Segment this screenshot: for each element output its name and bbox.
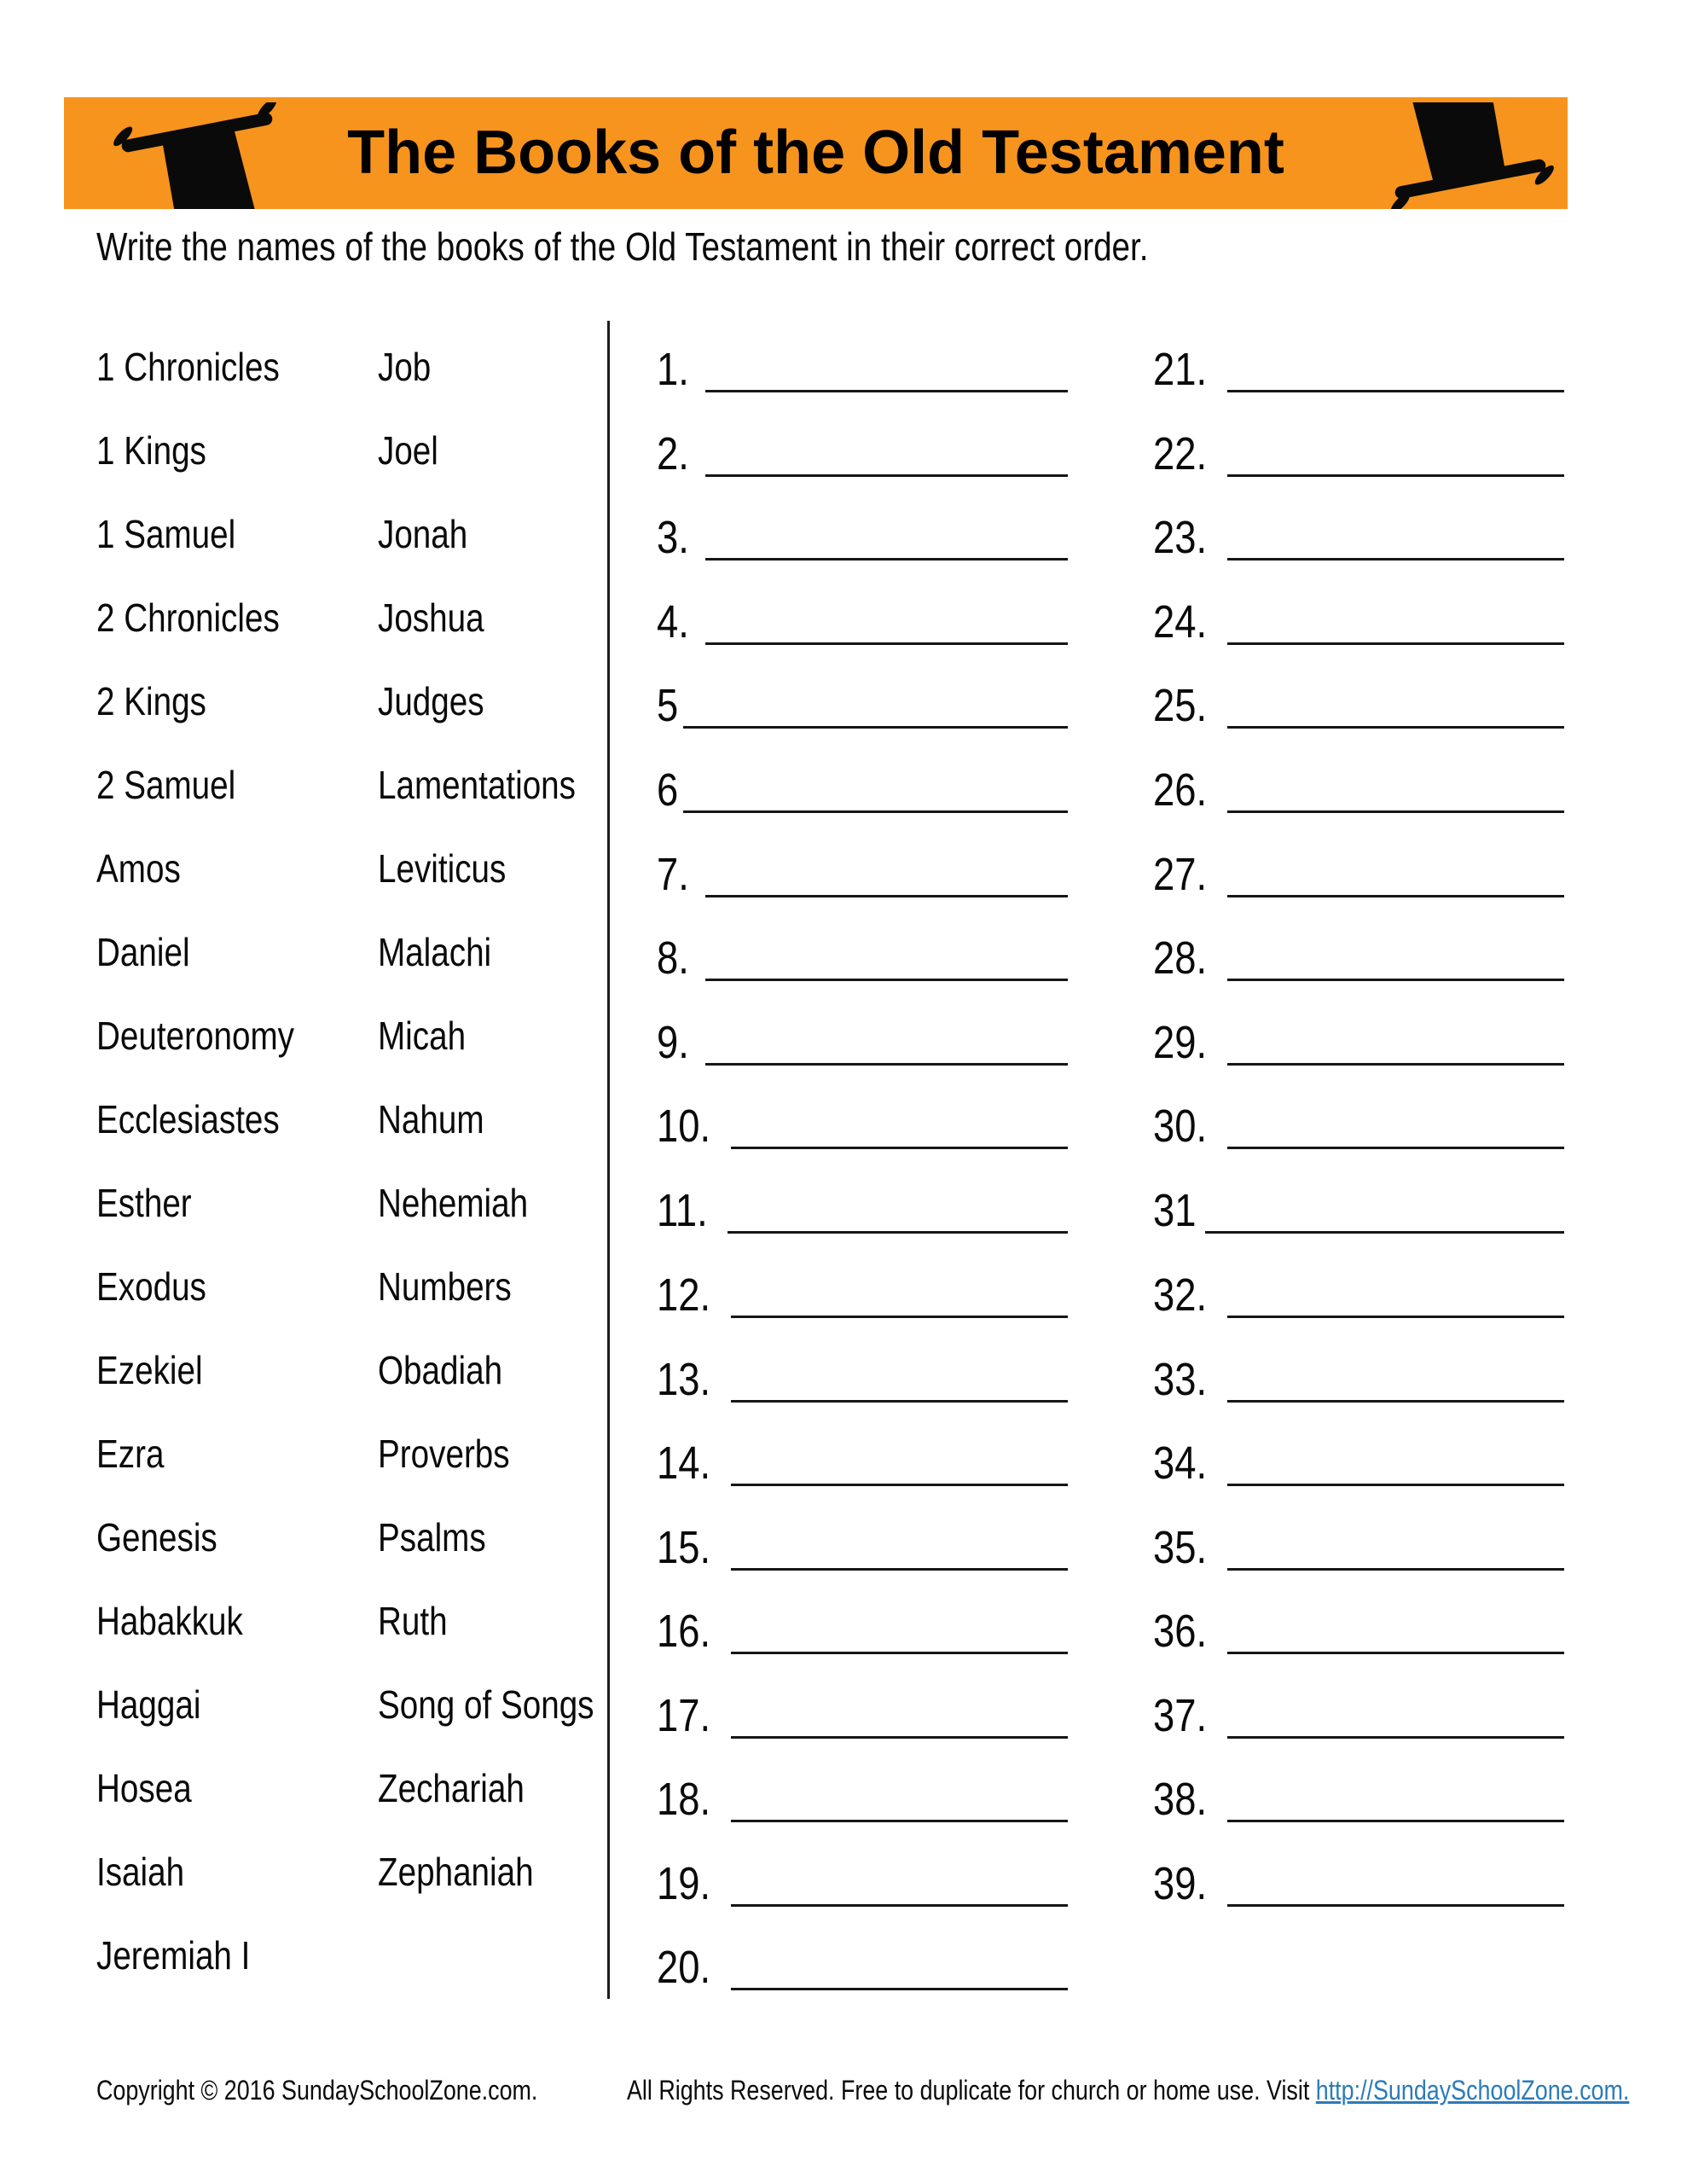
word-bank-item (96, 1579, 332, 1663)
answer-row (657, 1937, 1068, 1993)
answer-row (1153, 845, 1564, 900)
answer-number: 13. (657, 1354, 711, 1405)
answer-number: 34. (1153, 1438, 1208, 1489)
word-bank-item (378, 1412, 635, 1496)
answer-number: 12. (657, 1269, 711, 1321)
word-bank-item (96, 1077, 332, 1161)
answer-number: 2. (657, 428, 689, 479)
book-name: Amos (96, 846, 181, 891)
word-bank-item (96, 659, 332, 743)
book-name: Ruth (378, 1599, 448, 1643)
book-name: Joshua (378, 595, 484, 640)
answer-blank[interactable] (1205, 1223, 1564, 1234)
answer-blank[interactable] (1227, 1728, 1564, 1739)
word-bank-item (378, 1496, 635, 1579)
book-name: 2 Samuel (96, 763, 236, 807)
answer-row (657, 760, 1068, 816)
answer-row (1153, 340, 1564, 395)
answer-row (657, 1350, 1068, 1403)
book-name: Obadiah (378, 1348, 503, 1392)
word-bank-item (378, 1077, 635, 1161)
answer-row (1153, 1686, 1564, 1739)
word-bank-column-2 (378, 325, 635, 1914)
book-name: Zephaniah (378, 1850, 534, 1894)
word-bank-item (378, 1161, 635, 1245)
book-name: Ezekiel (96, 1348, 203, 1392)
book-name: Joel (378, 428, 438, 473)
answer-row (657, 928, 1068, 984)
answer-number: 39. (1153, 1858, 1208, 1909)
answer-number: 26. (1153, 764, 1208, 816)
answer-row (657, 592, 1068, 648)
word-bank-item (378, 659, 635, 743)
answer-blank[interactable] (731, 1307, 1068, 1318)
answer-number: 1. (657, 344, 689, 395)
answer-row (1153, 676, 1564, 729)
answer-blank[interactable] (1227, 1475, 1564, 1486)
answer-blank[interactable] (705, 634, 1068, 645)
word-bank-item (96, 576, 332, 659)
answer-number: 32. (1153, 1269, 1208, 1321)
answer-number: 20. (657, 1942, 711, 1993)
answer-blank[interactable] (731, 1728, 1068, 1739)
answer-row (657, 424, 1068, 477)
answer-blank[interactable] (1227, 1307, 1564, 1318)
answer-row (657, 1854, 1068, 1907)
answer-blank[interactable] (1227, 1896, 1564, 1907)
book-name: Ezra (96, 1432, 165, 1476)
answer-number: 29. (1153, 1017, 1208, 1068)
instructions-label: Write the names of the books of the Old Testament in their correct order. (96, 224, 1149, 269)
answer-row (1153, 1013, 1564, 1066)
answer-number: 31 (1153, 1185, 1197, 1236)
book-name: Genesis (96, 1515, 217, 1560)
answer-blank[interactable] (1227, 717, 1564, 729)
book-name: Micah (378, 1014, 467, 1058)
answer-blank[interactable] (1227, 886, 1564, 897)
answer-number: 36. (1153, 1606, 1208, 1657)
answer-blank[interactable] (705, 1054, 1068, 1066)
answer-blank[interactable] (731, 1391, 1068, 1403)
answer-number: 6 (657, 764, 679, 816)
answer-row (1153, 1350, 1564, 1403)
book-name: Hosea (96, 1766, 192, 1810)
word-bank-item (96, 1914, 332, 1997)
answer-number: 33. (1153, 1354, 1208, 1405)
rights-text: All Rights Reserved. Free to duplicate for church or home use. Visit (627, 2075, 1310, 2106)
book-name: Daniel (96, 930, 190, 974)
answer-blank[interactable] (1227, 1391, 1564, 1403)
answer-row (657, 1686, 1068, 1739)
answer-row (657, 1518, 1068, 1571)
answer-number: 7. (657, 849, 689, 900)
word-bank-item (96, 1830, 332, 1914)
word-bank-item (96, 827, 332, 910)
word-bank-item (96, 492, 332, 576)
answer-blank[interactable] (683, 802, 1068, 813)
sundayschoolzone-link[interactable]: http://SundaySchoolZone.com. (1315, 2075, 1630, 2106)
word-bank-item (96, 743, 332, 827)
answer-blank[interactable] (683, 717, 1068, 729)
answer-number: 5 (657, 680, 679, 731)
answer-row (1153, 1433, 1564, 1489)
answer-row (657, 1433, 1068, 1489)
book-name: Haggai (96, 1682, 201, 1727)
answer-number: 27. (1153, 849, 1208, 900)
answer-row (1153, 1769, 1564, 1825)
word-bank-item (96, 409, 332, 492)
answer-row (657, 1096, 1068, 1152)
book-name: Esther (96, 1181, 192, 1225)
answer-blank[interactable] (1227, 1560, 1564, 1571)
word-bank-item (96, 1328, 332, 1412)
answer-blank[interactable] (1227, 1811, 1564, 1822)
answer-number: 21. (1153, 344, 1208, 395)
book-name: Ecclesiastes (96, 1097, 280, 1141)
answer-blank[interactable] (1227, 1138, 1564, 1149)
answer-blank[interactable] (705, 381, 1068, 392)
answer-number: 11. (657, 1185, 708, 1236)
answer-number: 8. (657, 932, 689, 984)
scroll-icon (108, 102, 286, 209)
word-bank-item (378, 1746, 635, 1830)
answer-number: 24. (1153, 596, 1208, 648)
word-bank-item (378, 994, 635, 1077)
answer-row (1153, 592, 1564, 648)
word-bank-item (96, 1412, 332, 1496)
answer-row (657, 1265, 1068, 1321)
book-name: Jonah (378, 512, 468, 556)
answer-row (1153, 424, 1564, 477)
word-bank-item (378, 1328, 635, 1412)
answer-number: 38. (1153, 1774, 1208, 1825)
answer-number: 18. (657, 1774, 711, 1825)
answer-row (1153, 928, 1564, 984)
book-name: 1 Chronicles (96, 345, 280, 389)
answer-row (1153, 1601, 1564, 1657)
footer-copyright (96, 2075, 622, 2106)
answer-blank[interactable] (731, 1138, 1068, 1149)
word-bank-column-1 (96, 325, 332, 1997)
answer-number: 3. (657, 512, 689, 563)
book-name: Numbers (378, 1264, 512, 1309)
answer-blank[interactable] (1227, 970, 1564, 981)
title-banner (64, 97, 1568, 209)
book-name: Exodus (96, 1264, 206, 1309)
book-name: 2 Chronicles (96, 595, 280, 640)
word-bank-item (96, 910, 332, 994)
book-name: Job (378, 345, 432, 389)
answer-blank[interactable] (705, 549, 1068, 561)
answer-row (657, 1769, 1068, 1825)
answer-row (657, 676, 1068, 729)
word-bank-item (378, 325, 635, 409)
answer-blank[interactable] (1227, 1643, 1564, 1654)
word-bank-item (378, 910, 635, 994)
answer-number: 25. (1153, 680, 1208, 731)
answer-row (657, 508, 1068, 561)
word-bank-item (378, 827, 635, 910)
answer-blank[interactable] (731, 1979, 1068, 1990)
book-name: Isaiah (96, 1850, 185, 1894)
answer-number: 30. (1153, 1101, 1208, 1152)
answer-number: 28. (1153, 932, 1208, 984)
answer-row (657, 845, 1068, 900)
answer-number: 23. (1153, 512, 1208, 563)
page-title: The Books of the Old Testament (347, 119, 1284, 187)
word-bank-item (378, 1663, 635, 1746)
answer-number: 4. (657, 596, 689, 648)
answer-blank[interactable] (1227, 802, 1564, 813)
answer-blank[interactable] (705, 886, 1068, 897)
word-bank-item (378, 1579, 635, 1663)
answer-row (1153, 1518, 1564, 1571)
book-name: Leviticus (378, 846, 507, 891)
answer-row (1153, 508, 1564, 561)
word-bank-item (378, 576, 635, 659)
book-name: Deuteronomy (96, 1014, 294, 1058)
answer-row (1153, 1854, 1564, 1907)
answer-row (657, 1181, 1068, 1234)
column-divider (607, 321, 610, 1999)
word-bank-item (378, 743, 635, 827)
answer-number: 14. (657, 1438, 711, 1489)
answer-number: 19. (657, 1858, 711, 1909)
answer-row (1153, 1181, 1564, 1234)
answer-number: 17. (657, 1690, 711, 1741)
book-name: Jeremiah I (96, 1933, 251, 1978)
answer-blank[interactable] (1227, 634, 1564, 645)
answer-number: 15. (657, 1522, 711, 1573)
answer-blank[interactable] (1227, 466, 1564, 477)
answer-number: 9. (657, 1017, 689, 1068)
instructions-text (96, 224, 1348, 270)
word-bank-item (378, 1245, 635, 1328)
word-bank-item (96, 1245, 332, 1328)
answer-row (1153, 1265, 1564, 1321)
answer-blank[interactable] (705, 466, 1068, 477)
book-name: Malachi (378, 930, 492, 974)
word-bank-item (96, 1663, 332, 1746)
answer-blank[interactable] (731, 1475, 1068, 1486)
answer-blank[interactable] (705, 970, 1068, 981)
answer-blank[interactable] (1227, 549, 1564, 561)
book-name: 1 Kings (96, 428, 206, 473)
book-name: Psalms (378, 1515, 486, 1560)
word-bank-item (378, 409, 635, 492)
word-bank-item (96, 1496, 332, 1579)
answer-blank[interactable] (731, 1560, 1068, 1571)
book-name: Zechariah (378, 1766, 525, 1810)
book-name: Nehemiah (378, 1181, 529, 1225)
answer-number: 37. (1153, 1690, 1208, 1741)
book-name: Proverbs (378, 1432, 510, 1476)
answer-blank[interactable] (1227, 1054, 1564, 1066)
answer-number: 22. (1153, 428, 1208, 479)
answer-row (1153, 1096, 1564, 1152)
book-name: Habakkuk (96, 1599, 243, 1643)
answer-number: 35. (1153, 1522, 1208, 1573)
book-name: 2 Kings (96, 679, 206, 723)
book-name: Judges (378, 679, 484, 723)
answer-blank[interactable] (1227, 381, 1564, 392)
word-bank-item (96, 994, 332, 1077)
book-name: Song of Songs (378, 1682, 594, 1727)
word-bank-item (378, 1830, 635, 1914)
book-name: 1 Samuel (96, 512, 236, 556)
answer-number: 10. (657, 1101, 711, 1152)
answer-row (657, 340, 1068, 395)
copyright-text: Copyright © 2016 SundaySchoolZone.com. (96, 2075, 538, 2106)
book-name: Nahum (378, 1097, 484, 1141)
word-bank-item (96, 325, 332, 409)
book-name: Lamentations (378, 763, 576, 807)
answer-blank[interactable] (731, 1811, 1068, 1822)
word-bank-item (96, 1746, 332, 1830)
answer-blank[interactable] (731, 1643, 1068, 1654)
answer-row (657, 1601, 1068, 1657)
word-bank-item (96, 1161, 332, 1245)
answer-number: 16. (657, 1606, 711, 1657)
answer-row (1153, 760, 1564, 816)
footer-rights (627, 2075, 1687, 2106)
answer-blank[interactable] (731, 1896, 1068, 1907)
answer-row (657, 1013, 1068, 1066)
word-bank-item (378, 492, 635, 576)
answer-blank[interactable] (728, 1223, 1068, 1234)
scroll-icon (1382, 102, 1559, 209)
